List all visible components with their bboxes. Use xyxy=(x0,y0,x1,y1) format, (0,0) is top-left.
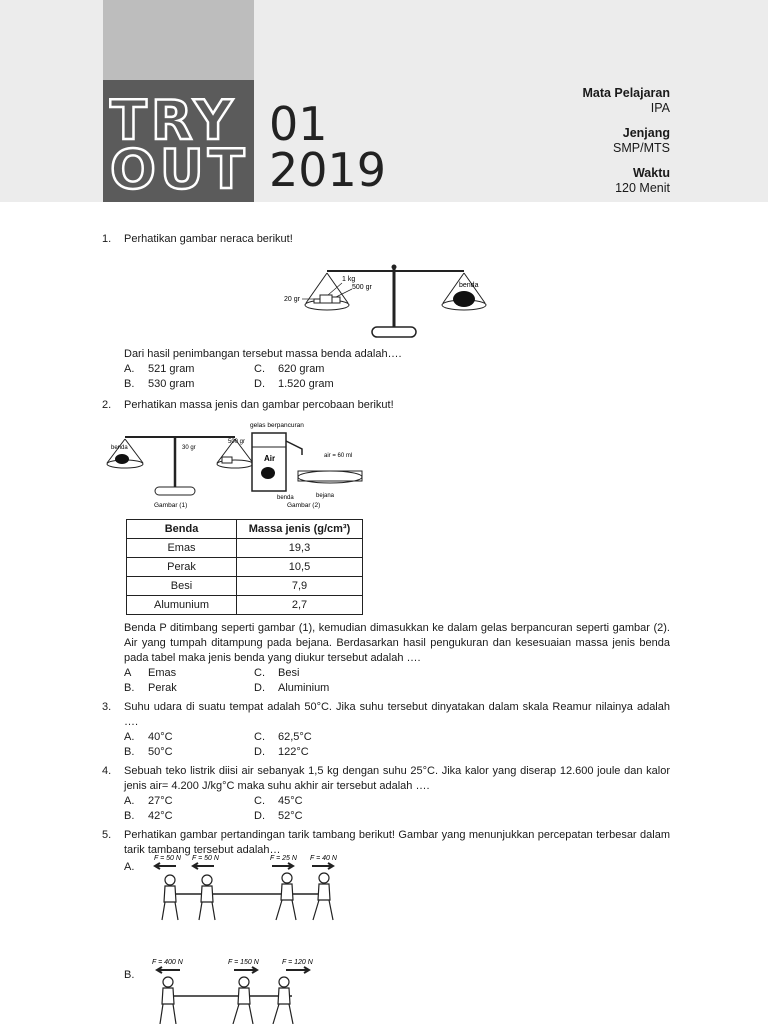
option-d[interactable]: D. 122°C xyxy=(254,746,309,758)
table-row: Alumunium 2,7 xyxy=(127,596,363,615)
label-bejana: bejana xyxy=(316,493,335,499)
time-label: Waktu xyxy=(632,166,670,180)
option-b-figure[interactable] xyxy=(124,954,670,1024)
question-5 xyxy=(102,828,670,1024)
force-label: F = 25 N xyxy=(270,855,297,862)
tug-of-war-a xyxy=(152,850,382,942)
option-a[interactable]: A. 40°C xyxy=(124,731,173,743)
question-list xyxy=(102,232,670,1024)
option-a[interactable]: A Emas xyxy=(124,667,177,679)
subject-value: IPA xyxy=(650,101,670,115)
tryout-year: 2019 xyxy=(269,143,387,197)
label-gelas: gelas berpancuran xyxy=(250,422,304,429)
question-2 xyxy=(102,398,670,696)
option-d[interactable]: D. 52°C xyxy=(254,810,303,822)
force-label: F = 400 N xyxy=(152,959,183,966)
force-label: F = 50 N xyxy=(154,855,181,862)
option-b[interactable]: B. 42°C xyxy=(124,810,173,822)
question-followup: Benda P ditimbang seperti gambar (1), kemudian dimasukkan ke dalam gelas berpancuran seperti gambar (2). Air yang tumpah ditampung pada bejana. Berdasarkan hasil pengukuran dan kesesuaian massa jenis benda pada tabel maka jenis benda yang diukur tersebut adalah …. xyxy=(124,622,670,664)
option-c[interactable]: C. 620 gram xyxy=(254,363,325,375)
label-benda: benda xyxy=(111,445,128,451)
option-b[interactable]: B. 530 gram xyxy=(124,378,195,390)
question-1 xyxy=(102,232,670,392)
option-c[interactable]: C. Besi xyxy=(254,667,300,679)
tug-of-war-b xyxy=(152,954,352,1024)
option-a[interactable]: A. 521 gram xyxy=(124,363,195,375)
header-banner xyxy=(0,0,768,202)
label-gambar2: Gambar (2) xyxy=(287,502,321,509)
label-20gr: 20 gr xyxy=(284,296,300,303)
option-d[interactable]: D. 1.520 gram xyxy=(254,378,334,390)
answer-options xyxy=(124,730,670,760)
exam-meta xyxy=(582,86,670,206)
question-text: Perhatikan massa jenis dan gambar percobaan berikut! xyxy=(124,399,394,411)
question-text: Sebuah teko listrik diisi air sebanyak 1,5 kg dengan suhu 25°C. Jika kalor yang diserap 12.600 joule dan kalor jenis air= 4.200 J/kg°C maka suhu akhir air tersebut adalah …. xyxy=(124,765,670,792)
tryout-title-line1: TRY xyxy=(110,89,237,152)
table-header: Massa jenis (g/cm³) xyxy=(237,520,363,539)
level-value: SMP/MTS xyxy=(613,141,670,155)
label-benda2: benda xyxy=(277,495,294,501)
force-label: F = 150 N xyxy=(228,959,259,966)
question-number: 5. xyxy=(102,829,112,841)
balance-scale-figure xyxy=(284,251,544,343)
option-b[interactable]: B. 50°C xyxy=(124,746,173,758)
option-letter: A. xyxy=(124,861,135,873)
answer-options xyxy=(124,794,670,824)
question-text: Perhatikan gambar pertandingan tarik tambang berikut! Gambar yang menunjukkan percepatan terbesar dalam tarik tambang tersebut adalah… xyxy=(124,829,670,856)
option-c[interactable]: C. 62,5°C xyxy=(254,731,312,743)
tryout-number: 01 xyxy=(269,97,328,151)
question-number: 4. xyxy=(102,765,112,777)
level-label: Jenjang xyxy=(622,126,670,140)
object-shape xyxy=(453,291,475,307)
label-1kg: 1 kg xyxy=(342,276,356,283)
label-gambar1: Gambar (1) xyxy=(154,502,188,509)
density-table xyxy=(126,519,363,615)
question-4 xyxy=(102,764,670,824)
force-label: F = 40 N xyxy=(310,855,337,862)
option-a-figure[interactable] xyxy=(124,855,670,950)
tryout-title-line2: OUT xyxy=(110,138,249,201)
subject-label: Mata Pelajaran xyxy=(582,86,670,100)
label-air60: air = 60 ml xyxy=(324,453,353,459)
question-number: 2. xyxy=(102,399,112,411)
force-label: F = 120 N xyxy=(282,959,313,966)
question-text: Perhatikan gambar neraca berikut! xyxy=(124,233,293,245)
label-30gr: 30 gr xyxy=(182,445,196,451)
question-followup: Dari hasil penimbangan tersebut massa benda adalah…. xyxy=(124,348,402,360)
option-a[interactable]: A. 27°C xyxy=(124,795,173,807)
option-b[interactable]: B. Perak xyxy=(124,682,177,694)
label-air: Air xyxy=(264,454,276,463)
label-500gr: 500 gr xyxy=(352,284,372,291)
question-text: Suhu udara di suatu tempat adalah 50°C. Jika suhu tersebut dinyatakan dalam skala Reamur nilainya adalah …. xyxy=(124,701,670,728)
question-number: 1. xyxy=(102,233,112,245)
time-value: 120 Menit xyxy=(615,181,670,195)
table-row: Perak 10,5 xyxy=(127,558,363,577)
header-light-block xyxy=(103,0,254,80)
experiment-figure xyxy=(102,419,392,511)
answer-options xyxy=(124,666,670,696)
table-row: Emas 19,3 xyxy=(127,539,363,558)
table-header: Benda xyxy=(127,520,237,539)
label-500gr: 500 gr xyxy=(228,439,246,445)
answer-options xyxy=(124,362,670,392)
force-label: F = 50 N xyxy=(192,855,219,862)
question-3 xyxy=(102,700,670,760)
option-d[interactable]: D. Aluminium xyxy=(254,682,330,694)
option-c[interactable]: C. 45°C xyxy=(254,795,303,807)
option-letter: B. xyxy=(124,969,135,981)
label-benda: benda xyxy=(459,282,479,289)
question-number: 3. xyxy=(102,701,112,713)
table-row: Besi 7,9 xyxy=(127,577,363,596)
